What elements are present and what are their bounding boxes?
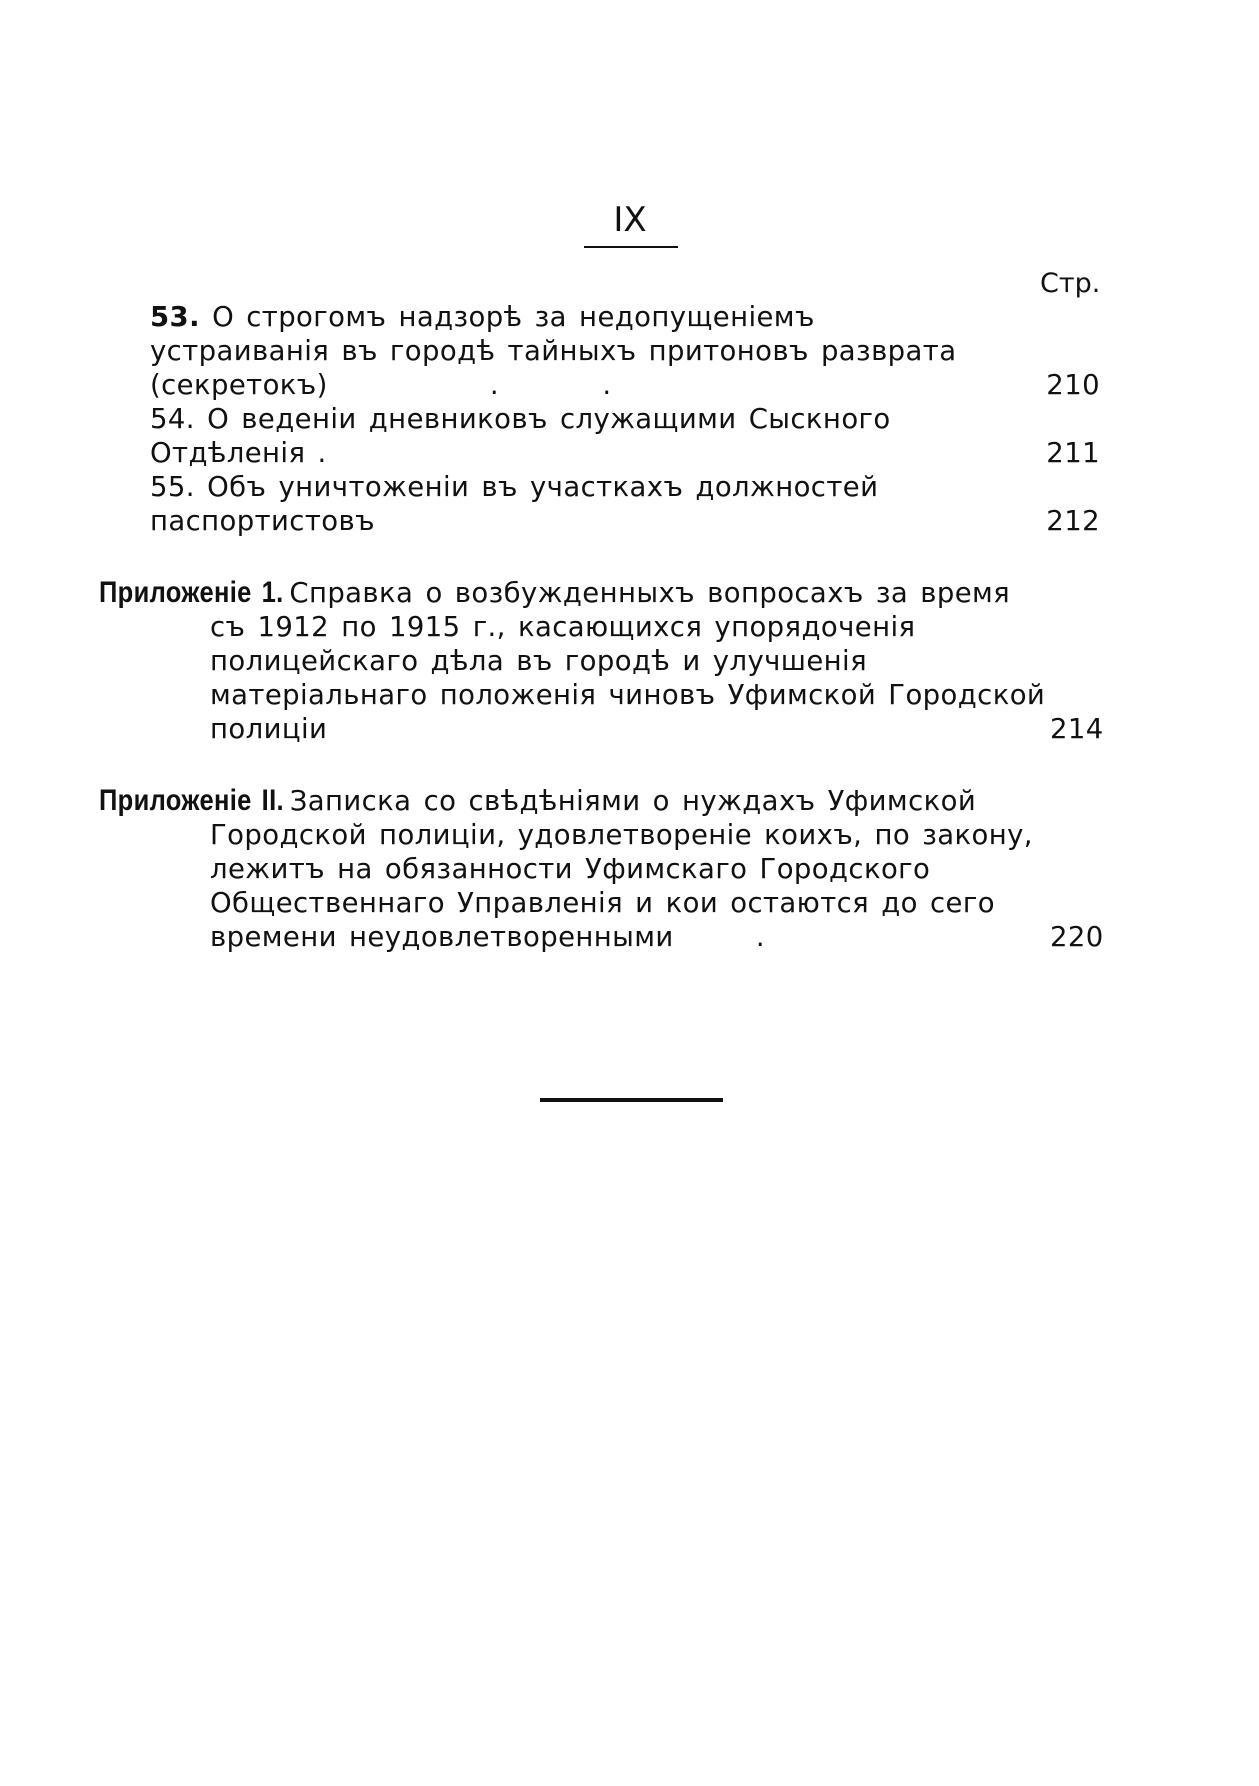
toc-entry-number: 54. (150, 403, 195, 435)
page-column-label: Стр. (1040, 268, 1101, 299)
toc-entry-55 (150, 470, 1100, 538)
toc-entry-54 (150, 402, 1100, 470)
toc-appendix-text: Записка со свѣдѣніями о нуждахъ Уфимской Городской полиціи, удовлетвореніе коихъ, по закону, лежитъ на обязанности Уфимскаго Городского Общественнаго Управленія и кои остаются до сего времени неудовлетворенными (210, 785, 1033, 953)
toc-appendix-2 (99, 784, 1104, 954)
toc-entry-body (150, 402, 990, 470)
toc-entry-53 (150, 300, 1100, 402)
toc-entry-body (150, 470, 990, 538)
table-of-contents (99, 300, 1104, 954)
toc-appendix-text: Справка о возбужденныхъ вопросахъ за время съ 1912 по 1915 г., касающихся упорядоченія полицейскаго дѣла въ городѣ и улучшенія матеріальнаго положенія чиновъ Уфимской Городской полиціи (210, 577, 1046, 745)
toc-appendix-label: Приложеніе 1. (99, 576, 284, 609)
toc-entry-number: 53. (150, 301, 200, 333)
page-number: IX (613, 200, 647, 240)
toc-entry-body (150, 300, 990, 402)
toc-appendix-1 (99, 576, 1104, 746)
toc-entry-page: 210 (1046, 369, 1100, 401)
toc-appendix-label: Приложеніе II. (99, 784, 284, 817)
toc-entry-leader: . . (489, 369, 658, 401)
section-gap (150, 538, 1100, 576)
toc-appendix-page: 214 (1050, 713, 1104, 745)
toc-entry-text: О веденіи дневниковъ служащими Сыскного Отдѣленія . (150, 403, 891, 469)
toc-entry-text: Объ уничтоженіи въ участкахъ должностей паспортистовъ (150, 471, 879, 537)
end-rule (540, 1098, 723, 1102)
toc-appendix-page: 220 (1050, 921, 1104, 953)
page-number-underline (584, 246, 678, 248)
toc-entry-number: 55. (150, 471, 195, 503)
toc-entry-page: 211 (1046, 437, 1100, 469)
toc-entry-text: О строгомъ надзорѣ за недопущеніемъ устраиванія въ городѣ тайныхъ притоновъ разврата (секретокъ) (150, 301, 957, 401)
toc-appendix-body (99, 576, 1050, 746)
toc-appendix-body: Приложеніе II. Записка со свѣдѣніями о нуждахъ Уфимской Городской полиціи, удовлетвореніе коихъ, по закону, лежитъ на обязанности Уфимскаго Городского Общественнаго Управленія и кои остаются до сего времени неудовлетворенными . (99, 784, 1033, 953)
section-gap (150, 746, 1100, 784)
toc-entry-page: 212 (1046, 505, 1100, 537)
